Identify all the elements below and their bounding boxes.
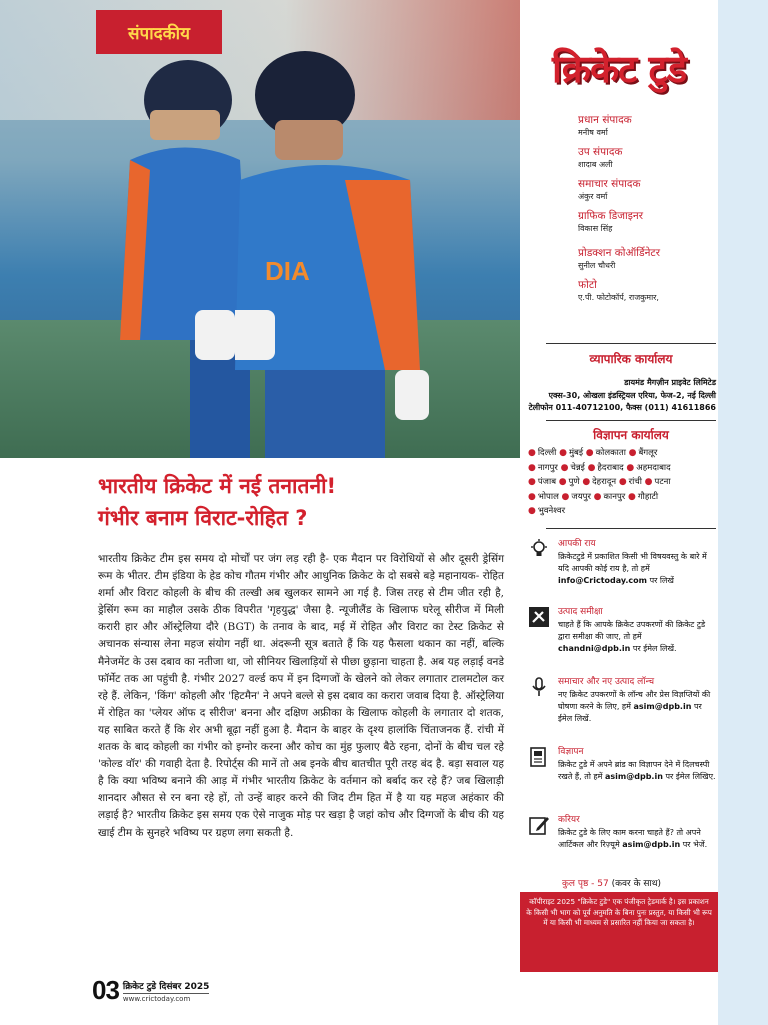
masthead-sidebar bbox=[520, 0, 718, 1025]
cover-photo bbox=[0, 0, 520, 458]
section-tag: संपादकीय bbox=[96, 10, 222, 54]
microphone-icon bbox=[528, 676, 550, 698]
career-email-link[interactable]: asim@dpb.in bbox=[622, 840, 681, 849]
advertising-email-link[interactable]: asim@dpb.in bbox=[605, 772, 663, 781]
player-right-illustration bbox=[235, 40, 435, 458]
credit-item: फोटो ए.पी. फोटोकॉर्प, राजकुमार, bbox=[578, 279, 659, 302]
info-block-advertising: विज्ञापन क्रिकेट टुडे में अपने ब्रांड का विज्ञापन देने में दिलचस्पी रखते हैं, तो हमें asim@dpb.in पर ईमेल लिखिए. bbox=[528, 746, 716, 783]
tools-icon bbox=[528, 606, 550, 628]
page-edge-stripe bbox=[718, 0, 768, 1025]
total-pages: कुल पृष्ठ - 57 (कवर के साथ) bbox=[562, 879, 662, 889]
credit-item: समाचार संपादक अंकुर वर्मा bbox=[578, 178, 641, 201]
feedback-email-link[interactable]: info@Crictoday.com bbox=[558, 576, 648, 585]
page-number: 03 bbox=[92, 975, 119, 1005]
ad-office-heading: विज्ञापन कार्यालय bbox=[593, 428, 669, 442]
business-office-heading: व्यापारिक कार्यालय bbox=[589, 352, 673, 366]
city-row: ● दिल्ली ● मुंबई ● कोलकाता ● बैंगलूर bbox=[528, 448, 658, 458]
credit-item: प्रोडक्शन कोऑर्डिनेटर सुनील चौधरी bbox=[578, 247, 661, 270]
article-body: भारतीय क्रिकेट टीम इस समय दो मोर्चों पर जंग लड़ रही है- एक मैदान पर विरोधियों से और दूसरी ड्रेसिंग रूम के भीतर. टीम इंडिया के हेड कोच गौतम गंभीर और आधुनिक क्रिकेट के दो सबसे बड़े महानायक- रोहित शर्मा और विराट कोहली के बीच की तल्खी अब खुलकर सामने आ गई है. जिस तरह से टीम जीत रही है, ड्रेसिंग रूम का माहौल उसके ठीक विपरीत 'गृहयुद्ध' जैसा है. न्यूजीलैंड के खिलाफ घरेलू सीरीज में मिली करारी हार और ऑस्ट्रेलिया दौरे (BGT) के तनाव के बाद, मई में रोहित और विराट का टेस्ट क्रिकेट से अचानक संन्यास लेना महज संयोग नहीं था. अंदरूनी सूत्र बताते हैं कि यह फैसला थकान का नहीं, बल्कि मैनेजमेंट के उस दबाव का नतीजा था, जो सीनियर खिलाड़ियों से पीछा छुड़ाना चाहता है. अब यह लड़ाई वनडे फॉर्मेट तक आ पहुंची है. गंभीर 2027 वर्ल्ड कप में इन दिग्गजों के खेलने को लेकर लगातार टालमटोल कर रहे हैं. लेकिन, 'किंग' कोहली और 'हिटमैन' ने अपने बल्ले से इस दबाव का करारा जवाब दिया है. ऑस्ट्रेलिया में रोहित का 'प्लेयर ऑफ द सीरीज' बनना और दक्षिण अफ्रीका के खिलाफ कोहली के लगातार दो शतक, यह साबित करते हैं कि शेर अभी बूढ़ा नहीं हुआ है. मैदान के बाहर के दृश्य हालांकि चिंताजनक हैं. रांची में शतक के बाद कोहली का गंभीर को इग्नोर करना और कोच का मुंह फुलाए बैठे रहना, दोनों के बीच चल रहे 'कोल्ड वॉर' की गवाही देता है. रिपोर्ट्स की मानें तो अब इनके बीच बातचीत पूरी तरह बंद है. बड़ा सवाल यह है कि क्या भविष्य बनाने की आड़ में गंभीर भारतीय क्रिकेट के वर्तमान को बर्बाद कर रहे हैं? जब खिलाड़ी शानदार औसत से रन बना रहे हों, तो उन्हें बाहर करने की जिद टीम हित में है या यह महज अहंकार की लड़ाई है? भारतीय क्रिकेट इस समय एक ऐसे नाजुक मोड़ पर खड़ा है जहां कोच और दिग्गजों के बीच की यह खाई टीम के सुनहरे भविष्य पर ग्रहण लगा सकती है. bbox=[98, 553, 504, 839]
divider bbox=[546, 420, 716, 421]
issue-label: क्रिकेट टुडे दिसंबर 2025 bbox=[122, 981, 210, 992]
svg-text:DIA: DIA bbox=[265, 256, 310, 286]
city-row: ● भुवनेश्वर bbox=[528, 506, 566, 516]
info-block-feedback: आपकी राय क्रिकेटटुडे में प्रकाशित किसी भी विषयवस्तु के बारे में यदि आपकी कोई राय है, तो हमें info@Crictoday.com पर लिखें bbox=[528, 538, 716, 587]
page-footer bbox=[92, 975, 209, 1006]
headline-line-2: गंभीर बनाम विराट-रोहित ? bbox=[98, 506, 308, 530]
article-headline bbox=[98, 470, 508, 534]
credits-list bbox=[578, 114, 716, 311]
business-office-address: डायमंड मैगज़ीन प्राइवेट लिमिटेड एक्स-30, ओखला इंडस्ट्रियल एरिया, फेज-2, नई दिल्ली टेलीफोन 011-40712100, फैक्स (011) 41611866 bbox=[528, 378, 716, 412]
info-block-review: उत्पाद समीक्षा चाहते हैं कि आपके क्रिकेट उपकरणों की क्रिकेट टुडे द्वारा समीक्षा की जाए, तो हमें chandni@dpb.in पर ईमेल लिखें. bbox=[528, 606, 716, 655]
review-email-link[interactable]: chandni@dpb.in bbox=[558, 644, 631, 653]
ad-office-cities bbox=[528, 446, 716, 519]
magazine-logo: क्रिकेट टुडे bbox=[551, 47, 687, 91]
site-url[interactable]: www.crictoday.com bbox=[123, 993, 210, 1003]
divider bbox=[546, 528, 716, 529]
city-row: ● पंजाब ● पुणे ● देहरादून ● रांची ● पटना bbox=[528, 477, 671, 487]
newspaper-icon bbox=[528, 746, 550, 768]
credit-item: प्रधान संपादक मनीष वर्मा bbox=[578, 114, 632, 137]
credit-item: ग्राफिक डिजाइनर विकास सिंह bbox=[578, 210, 643, 233]
city-row: ● भोपाल ● जयपुर ● कानपुर ● गौहाटी bbox=[528, 491, 659, 502]
copyright-notice: कॉपीराइट 2025 "क्रिकेट टुडे" एक पंजीकृत ट्रेडमार्क है। इस प्रकाशन के किसी भी भाग को पूर्व अनुमति के बिना पुनः प्रस्तुत, या किसी भी रूप में या किसी भी माध्यम से प्रसारित नहीं किया जा सकता है। bbox=[520, 892, 718, 972]
credit-item: उप संपादक शादाब अली bbox=[578, 146, 623, 169]
info-block-career: करियर क्रिकेट टुडे के लिए काम करना चाहते हैं? तो अपने आर्टिकल और रिज़्यूमे asim@dpb.in पर भेजें. bbox=[528, 814, 716, 851]
headline-line-1: भारतीय क्रिकेट में नई तनातनी! bbox=[98, 474, 337, 498]
news-email-link[interactable]: asim@dpb.in bbox=[633, 702, 692, 711]
divider bbox=[546, 343, 716, 344]
edit-icon bbox=[528, 814, 550, 836]
info-block-news: समाचार और नए उत्पाद लॉन्च नए क्रिकेट उपकरणों के लॉन्च और प्रेस विज्ञप्तियों की घोषणा करने के लिए, हमें asim@dpb.in पर ईमेल लिखें. bbox=[528, 676, 716, 725]
lightbulb-icon bbox=[528, 538, 550, 560]
city-row: ● नागपुर ● चेन्नई ● हैदराबाद ● अहमदाबाद bbox=[528, 462, 671, 473]
